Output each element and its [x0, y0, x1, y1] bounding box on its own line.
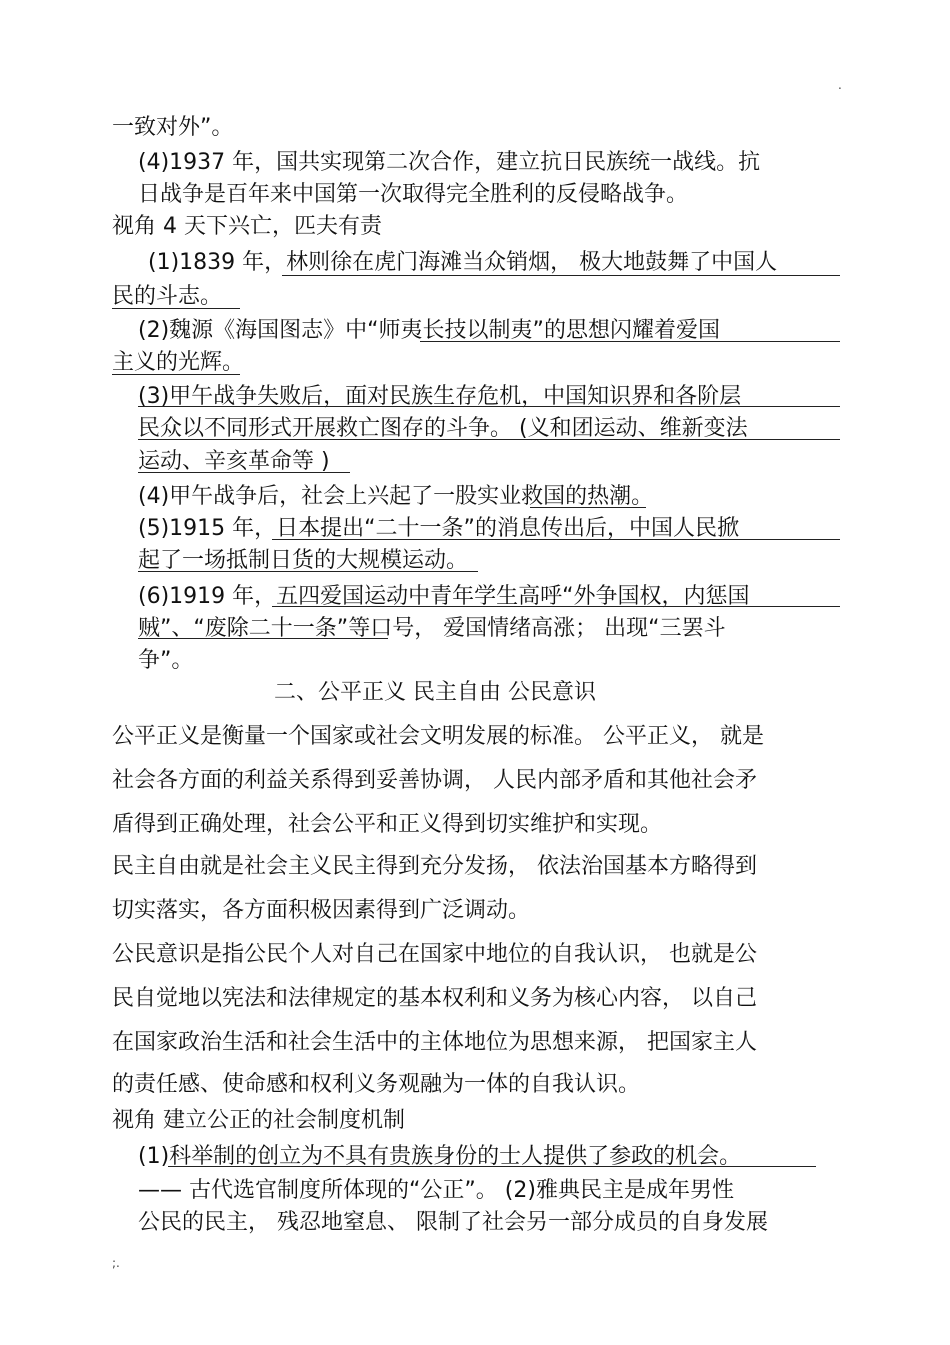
text-line-2: (4)1937 年，国共实现第二次合作，建立抗日民族统一战线。抗 [138, 150, 761, 175]
text-line-17: 争”。 [138, 648, 194, 673]
underline-10 [138, 571, 478, 572]
text-line-30: —— 古代选官制度所体现的“公正”。 (2)雅典民主是成年男性 [138, 1178, 734, 1203]
text-line-25: 民自觉地以宪法和法律规定的基本权利和义务为核心内容， 以自己 [112, 986, 757, 1011]
underline-3 [420, 341, 840, 342]
text-line-9: (3)甲午战争失败后，面对民族生存危机，中国知识界和各阶层 [138, 384, 742, 409]
text-line-6: 民的斗志。 [112, 284, 223, 309]
underline-4 [112, 374, 240, 375]
text-line-19: 公平正义是衡量一个国家或社会文明发展的标准。 公平正义， 就是 [112, 724, 764, 749]
text-line-5: (1)1839 年，林则徐在虎门海滩当众销烟， 极大地鼓舞了中国人 [148, 250, 778, 275]
text-line-7: (2)魏源《海国图志》中“师夷长技以制夷”的思想闪耀着爱国 [138, 318, 720, 343]
underline-9 [272, 539, 840, 540]
text-line-13: (5)1915 年，日本提出“二十一条”的消息传出后，中国人民掀 [138, 516, 739, 541]
text-line-29: (1)科举制的创立为不具有贵族身份的士人提供了参政的机会。 [138, 1144, 742, 1169]
corner-mark-top: . [838, 78, 842, 92]
section-heading-perspective-4: 视角 4 天下兴亡，匹夫有责 [112, 214, 382, 239]
text-line-24: 公民意识是指公民个人对自己在国家中地位的自我认识， 也就是公 [112, 942, 757, 967]
section-heading-perspective: 视角 建立公正的社会制度机制 [112, 1108, 405, 1133]
text-line-31: 公民的民主， 残忍地窒息、 限制了社会另一部分成员的自身发展 [138, 1210, 768, 1235]
text-line-21: 盾得到正确处理，社会公平和正义得到切实维护和实现。 [112, 812, 663, 837]
underline-8 [530, 507, 646, 508]
underline-6 [138, 439, 840, 440]
text-line-1: 一致对外”。 [112, 115, 234, 140]
text-line-11: 运动、辛亥革命等 ) [138, 449, 330, 474]
text-line-23: 切实落实，各方面积极因素得到广泛调动。 [112, 898, 531, 923]
text-line-27: 的责任感、使命感和权利义务观融为一体的自我认识。 [112, 1072, 641, 1097]
text-line-15: (6)1919 年，五四爱国运动中青年学生高呼“外争国权，内惩国 [138, 584, 750, 609]
text-line-10: 民众以不同形式开展救亡图存的斗争。 (义和团运动、维新变法 [138, 416, 748, 441]
text-line-26: 在国家政治生活和社会生活中的主体地位为思想来源， 把国家主人 [112, 1030, 757, 1055]
text-line-14: 起了一场抵制日货的大规模运动。 [138, 548, 469, 573]
text-line-12: (4)甲午战争后，社会上兴起了一股实业救国的热潮。 [138, 484, 654, 509]
text-line-8: 主义的光辉。 [112, 350, 245, 375]
section-heading-2: 二、公平正义 民主自由 公民意识 [274, 680, 596, 705]
underline-12 [138, 638, 388, 639]
underline-11 [272, 606, 840, 607]
underline-2 [112, 308, 240, 309]
underline-1 [282, 275, 840, 276]
text-line-3: 日战争是百年来中国第一次取得完全胜利的反侵略战争。 [138, 182, 689, 207]
text-line-16: 贼”、“废除二十一条”等口号， 爱国情绪高涨； 出现“三罢斗 [138, 616, 726, 641]
underline-7 [138, 472, 350, 473]
underline-5 [138, 406, 840, 407]
underline-13 [168, 1166, 816, 1167]
text-line-22: 民主自由就是社会主义民主得到充分发扬， 依法治国基本方略得到 [112, 854, 757, 879]
text-line-20: 社会各方面的利益关系得到妥善协调， 人民内部矛盾和其他社会矛 [112, 768, 757, 793]
corner-mark-bottom: ;. [112, 1256, 120, 1270]
